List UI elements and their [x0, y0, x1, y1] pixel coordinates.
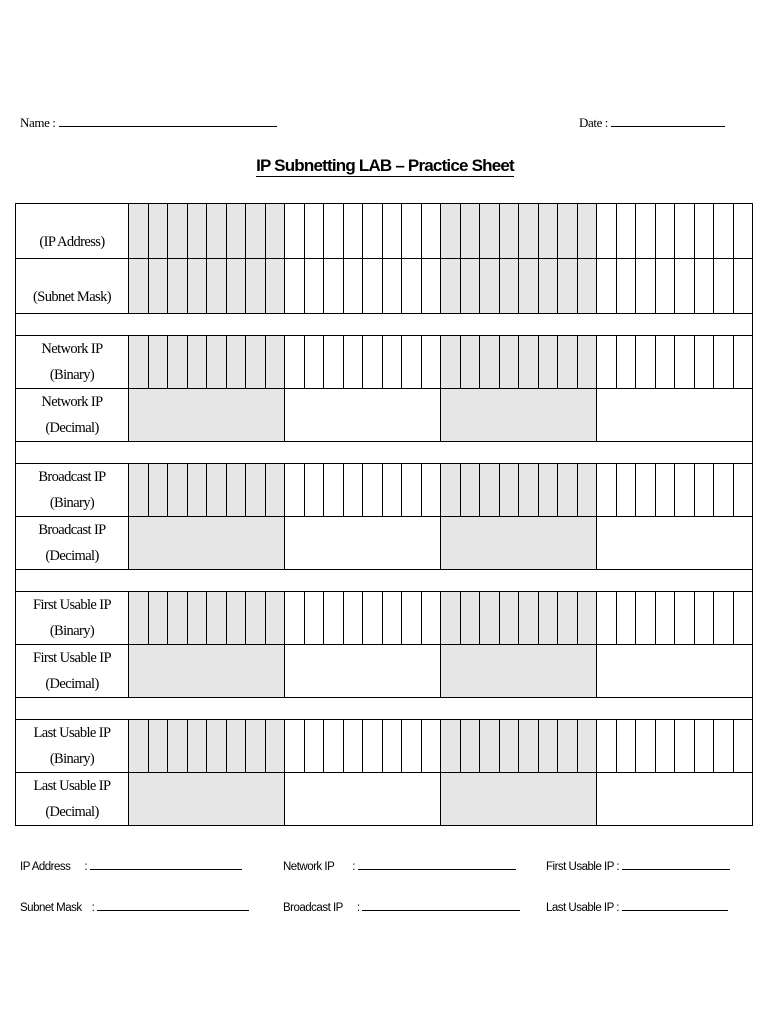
bit-cell[interactable] — [363, 204, 383, 259]
bit-cell[interactable] — [265, 259, 285, 314]
bit-cell[interactable] — [460, 720, 480, 773]
bit-cell[interactable] — [207, 592, 227, 645]
bit-cell[interactable] — [324, 204, 344, 259]
bit-cell[interactable] — [226, 204, 246, 259]
bit-cell[interactable] — [441, 259, 461, 314]
row-label — [16, 517, 129, 570]
bit-cell[interactable] — [246, 336, 266, 389]
bit-cell[interactable] — [460, 464, 480, 517]
separator-row — [16, 314, 753, 336]
bit-cell[interactable] — [441, 204, 461, 259]
bit-cell[interactable] — [129, 464, 149, 517]
row-label-line: First Usable IP — [32, 597, 111, 613]
bit-cell[interactable] — [187, 336, 207, 389]
bit-cell[interactable] — [148, 204, 168, 259]
octet-cell[interactable] — [597, 645, 753, 698]
row-label-line: (Binary) — [49, 495, 95, 511]
bit-cell[interactable] — [343, 720, 363, 773]
bit-cell[interactable] — [519, 464, 539, 517]
bit-cell[interactable] — [421, 592, 441, 645]
bit-cell[interactable] — [538, 259, 558, 314]
grid-row — [16, 336, 753, 389]
bit-cell[interactable] — [538, 464, 558, 517]
octet-cell[interactable] — [441, 773, 597, 826]
bit-cell[interactable] — [402, 259, 422, 314]
bit-cell[interactable] — [558, 204, 578, 259]
row-label — [16, 592, 129, 645]
bit-cell[interactable] — [636, 720, 656, 773]
grid-row — [16, 517, 753, 570]
bit-cell[interactable] — [168, 204, 188, 259]
bit-cell[interactable] — [402, 204, 422, 259]
bit-cell[interactable] — [480, 259, 500, 314]
bit-cell[interactable] — [499, 592, 519, 645]
bit-cell[interactable] — [421, 204, 441, 259]
bit-cell[interactable] — [187, 720, 207, 773]
octet-cell[interactable] — [441, 645, 597, 698]
row-label-line: (Decimal) — [45, 420, 99, 436]
separator-cell — [16, 314, 753, 336]
row-label: (Subnet Mask) — [16, 259, 129, 314]
grid-row — [16, 720, 753, 773]
colon: : — [91, 902, 95, 914]
date-line[interactable] — [611, 114, 725, 127]
bit-cell[interactable] — [226, 592, 246, 645]
bit-cell[interactable] — [577, 336, 597, 389]
bit-cell[interactable] — [714, 592, 734, 645]
bit-cell[interactable] — [655, 204, 675, 259]
bit-cell[interactable] — [304, 204, 324, 259]
bit-cell[interactable] — [148, 720, 168, 773]
row-label-line: Last Usable IP — [33, 778, 111, 794]
bit-cell[interactable] — [246, 204, 266, 259]
bit-cell[interactable] — [207, 336, 227, 389]
separator-row — [16, 698, 753, 720]
bit-cell[interactable] — [285, 464, 305, 517]
bit-cell[interactable] — [285, 204, 305, 259]
bit-cell[interactable] — [499, 259, 519, 314]
bit-cell[interactable] — [285, 336, 305, 389]
bit-cell[interactable] — [616, 720, 636, 773]
grid-row — [16, 464, 753, 517]
bit-cell[interactable] — [577, 204, 597, 259]
bit-cell[interactable] — [226, 336, 246, 389]
row-label-line: (Decimal) — [45, 676, 99, 692]
bit-cell[interactable] — [714, 259, 734, 314]
bit-cell[interactable] — [733, 592, 753, 645]
bit-cell[interactable] — [304, 259, 324, 314]
bit-cell[interactable] — [148, 259, 168, 314]
bit-cell[interactable] — [616, 336, 636, 389]
octet-cell[interactable] — [129, 389, 285, 442]
bit-cell[interactable] — [168, 720, 188, 773]
bit-cell[interactable] — [733, 336, 753, 389]
bit-cell[interactable] — [402, 336, 422, 389]
bit-cell[interactable] — [499, 720, 519, 773]
grid-row — [16, 389, 753, 442]
bit-cell[interactable] — [694, 592, 714, 645]
bit-cell[interactable] — [460, 336, 480, 389]
bit-cell[interactable] — [129, 336, 149, 389]
bit-cell[interactable] — [246, 720, 266, 773]
octet-cell[interactable] — [129, 645, 285, 698]
octet-cell[interactable] — [129, 517, 285, 570]
bit-cell[interactable] — [246, 592, 266, 645]
bit-cell[interactable] — [207, 204, 227, 259]
bit-cell[interactable] — [519, 259, 539, 314]
bit-cell[interactable] — [207, 259, 227, 314]
summary-broadcast-ip[interactable] — [283, 898, 520, 914]
bit-cell[interactable] — [480, 204, 500, 259]
bit-cell[interactable] — [694, 720, 714, 773]
row-label-line: (Decimal) — [45, 804, 99, 820]
row-label — [16, 645, 129, 698]
bit-cell[interactable] — [655, 592, 675, 645]
bit-cell[interactable] — [246, 259, 266, 314]
bit-cell[interactable] — [499, 336, 519, 389]
bit-cell[interactable] — [226, 464, 246, 517]
bit-cell[interactable] — [324, 592, 344, 645]
bit-cell[interactable] — [499, 204, 519, 259]
bit-cell[interactable] — [226, 259, 246, 314]
bit-cell[interactable] — [714, 720, 734, 773]
bit-cell[interactable] — [441, 720, 461, 773]
bit-cell[interactable] — [129, 720, 149, 773]
separator-cell — [16, 570, 753, 592]
bit-cell[interactable] — [694, 204, 714, 259]
octet-cell[interactable] — [285, 773, 441, 826]
octet-cell[interactable] — [597, 773, 753, 826]
bit-cell[interactable] — [519, 336, 539, 389]
bit-cell[interactable] — [655, 720, 675, 773]
bit-cell[interactable] — [577, 464, 597, 517]
bit-cell[interactable] — [597, 336, 617, 389]
broadcast-ip-line[interactable] — [362, 898, 520, 911]
bit-cell[interactable] — [616, 464, 636, 517]
octet-cell[interactable] — [441, 389, 597, 442]
name-line[interactable] — [59, 114, 277, 127]
grid-row — [16, 204, 753, 259]
bit-cell[interactable] — [324, 336, 344, 389]
bit-cell[interactable] — [207, 464, 227, 517]
bit-cell[interactable] — [382, 592, 402, 645]
bit-cell[interactable] — [597, 464, 617, 517]
bit-cell[interactable] — [129, 259, 149, 314]
bit-cell[interactable] — [285, 720, 305, 773]
bit-cell[interactable] — [421, 336, 441, 389]
bit-cell[interactable] — [636, 259, 656, 314]
bit-cell[interactable] — [597, 592, 617, 645]
bit-cell[interactable] — [129, 204, 149, 259]
row-label-line: (Decimal) — [45, 548, 99, 564]
bit-cell[interactable] — [694, 259, 714, 314]
bit-cell[interactable] — [480, 720, 500, 773]
first-usable-line[interactable] — [622, 857, 730, 870]
summary-last-usable-label: Last Usable IP : — [546, 902, 619, 914]
octet-cell[interactable] — [285, 389, 441, 442]
bit-cell[interactable] — [733, 464, 753, 517]
bit-cell[interactable] — [441, 464, 461, 517]
row-label — [16, 773, 129, 826]
bit-cell[interactable] — [519, 204, 539, 259]
bit-cell[interactable] — [265, 336, 285, 389]
bit-cell[interactable] — [265, 464, 285, 517]
bit-cell[interactable] — [694, 464, 714, 517]
bit-cell[interactable] — [655, 259, 675, 314]
bit-cell[interactable] — [519, 592, 539, 645]
row-label-line: First Usable IP — [32, 650, 111, 666]
octet-cell[interactable] — [597, 389, 753, 442]
row-label-line: Network IP — [41, 394, 103, 410]
bit-cell[interactable] — [187, 464, 207, 517]
bit-cell[interactable] — [616, 259, 636, 314]
row-label — [16, 464, 129, 517]
bit-cell[interactable] — [538, 204, 558, 259]
bit-cell[interactable] — [343, 464, 363, 517]
bit-cell[interactable] — [265, 592, 285, 645]
bit-cell[interactable] — [714, 336, 734, 389]
bit-cell[interactable] — [304, 464, 324, 517]
bit-cell[interactable] — [168, 336, 188, 389]
bit-cell[interactable] — [616, 592, 636, 645]
bit-cell[interactable] — [148, 464, 168, 517]
bit-cell[interactable] — [714, 204, 734, 259]
summary-broadcast-ip-label: Broadcast IP — [283, 902, 343, 914]
octet-cell[interactable] — [129, 773, 285, 826]
bit-cell[interactable] — [168, 592, 188, 645]
bit-cell[interactable] — [519, 720, 539, 773]
row-label-line: (Binary) — [49, 751, 95, 767]
bit-cell[interactable] — [285, 259, 305, 314]
colon: : — [84, 861, 88, 873]
row-label-line: Broadcast IP — [38, 469, 106, 485]
bit-cell[interactable] — [733, 204, 753, 259]
row-label-line: (Binary) — [49, 367, 95, 383]
bit-cell[interactable] — [324, 464, 344, 517]
bit-cell[interactable] — [460, 259, 480, 314]
bit-cell[interactable] — [363, 259, 383, 314]
bit-cell[interactable] — [382, 204, 402, 259]
separator-cell — [16, 442, 753, 464]
bit-cell[interactable] — [304, 336, 324, 389]
bit-cell[interactable] — [597, 720, 617, 773]
bit-cell[interactable] — [421, 259, 441, 314]
bit-cell[interactable] — [597, 259, 617, 314]
bit-cell[interactable] — [655, 336, 675, 389]
bit-cell[interactable] — [441, 592, 461, 645]
summary-ip-address[interactable] — [20, 857, 242, 873]
bit-cell[interactable] — [382, 336, 402, 389]
row-label-line: Last Usable IP — [33, 725, 111, 741]
bit-cell[interactable] — [558, 720, 578, 773]
bit-cell[interactable] — [480, 464, 500, 517]
octet-cell[interactable] — [441, 517, 597, 570]
bit-cell[interactable] — [636, 592, 656, 645]
summary-subnet-mask-label: Subnet Mask — [20, 902, 82, 914]
bit-cell[interactable] — [148, 336, 168, 389]
bit-cell[interactable] — [460, 592, 480, 645]
bit-cell[interactable] — [675, 336, 695, 389]
bit-cell[interactable] — [694, 336, 714, 389]
row-label-line: Broadcast IP — [38, 522, 106, 538]
bit-cell[interactable] — [324, 720, 344, 773]
bit-cell[interactable] — [168, 259, 188, 314]
summary-network-ip-label: Network IP — [283, 861, 335, 873]
bit-cell[interactable] — [616, 204, 636, 259]
bit-cell[interactable] — [558, 259, 578, 314]
bit-cell[interactable] — [538, 720, 558, 773]
ip-address-line[interactable] — [90, 857, 242, 870]
grid-row — [16, 645, 753, 698]
separator-row — [16, 570, 753, 592]
octet-cell[interactable] — [597, 517, 753, 570]
bit-cell[interactable] — [577, 259, 597, 314]
bit-cell[interactable] — [538, 336, 558, 389]
summary-subnet-mask[interactable] — [20, 898, 249, 914]
octet-cell[interactable] — [285, 517, 441, 570]
bit-cell[interactable] — [187, 259, 207, 314]
bit-cell[interactable] — [558, 336, 578, 389]
row-label — [16, 720, 129, 773]
page-title: IP Subnetting LAB – Practice Sheet — [256, 156, 514, 175]
bit-cell[interactable] — [480, 336, 500, 389]
bit-cell[interactable] — [733, 720, 753, 773]
bit-cell[interactable] — [421, 464, 441, 517]
bit-cell[interactable] — [207, 720, 227, 773]
summary-first-usable-label: First Usable IP : — [546, 861, 620, 873]
bit-cell[interactable] — [265, 720, 285, 773]
bit-cell[interactable] — [402, 720, 422, 773]
grid-row — [16, 259, 753, 314]
bit-cell[interactable] — [168, 464, 188, 517]
bit-cell[interactable] — [304, 592, 324, 645]
summary-last-usable[interactable] — [546, 898, 728, 914]
bit-cell[interactable] — [675, 592, 695, 645]
bit-cell[interactable] — [636, 336, 656, 389]
bit-cell[interactable] — [187, 592, 207, 645]
bit-cell[interactable] — [636, 204, 656, 259]
bit-cell[interactable] — [577, 720, 597, 773]
bit-cell[interactable] — [343, 592, 363, 645]
bit-cell[interactable] — [343, 259, 363, 314]
bit-cell[interactable] — [675, 259, 695, 314]
bit-cell[interactable] — [246, 464, 266, 517]
bit-cell[interactable] — [129, 592, 149, 645]
bit-cell[interactable] — [733, 259, 753, 314]
row-label — [16, 336, 129, 389]
bit-cell[interactable] — [402, 464, 422, 517]
row-label-line: Network IP — [41, 341, 103, 357]
bit-cell[interactable] — [382, 720, 402, 773]
bit-cell[interactable] — [382, 464, 402, 517]
bit-cell[interactable] — [558, 592, 578, 645]
bit-cell[interactable] — [402, 592, 422, 645]
bit-cell[interactable] — [265, 204, 285, 259]
bit-cell[interactable] — [187, 204, 207, 259]
bit-cell[interactable] — [499, 464, 519, 517]
bit-cell[interactable] — [460, 204, 480, 259]
summary-first-usable[interactable] — [546, 857, 730, 873]
octet-cell[interactable] — [285, 645, 441, 698]
bit-cell[interactable] — [343, 336, 363, 389]
separator-cell — [16, 698, 753, 720]
bit-cell[interactable] — [675, 464, 695, 517]
bit-cell[interactable] — [577, 592, 597, 645]
network-ip-line[interactable] — [358, 857, 516, 870]
separator-row — [16, 442, 753, 464]
bit-cell[interactable] — [363, 720, 383, 773]
last-usable-line[interactable] — [622, 898, 728, 911]
summary-ip-address-label: IP Address — [20, 861, 71, 873]
date-field[interactable] — [579, 114, 725, 131]
bit-cell[interactable] — [480, 592, 500, 645]
grid-row — [16, 773, 753, 826]
bit-cell[interactable] — [714, 464, 734, 517]
bit-cell[interactable] — [363, 464, 383, 517]
row-label: (IP Address) — [16, 204, 129, 259]
bit-cell[interactable] — [148, 592, 168, 645]
row-label-line: (Binary) — [49, 623, 95, 639]
bit-cell[interactable] — [363, 336, 383, 389]
bit-cell[interactable] — [597, 204, 617, 259]
bit-cell[interactable] — [226, 720, 246, 773]
bit-cell[interactable] — [675, 720, 695, 773]
name-field[interactable] — [20, 114, 277, 131]
bit-cell[interactable] — [636, 464, 656, 517]
bit-cell[interactable] — [441, 336, 461, 389]
bit-cell[interactable] — [538, 592, 558, 645]
colon: : — [352, 861, 355, 873]
row-label — [16, 389, 129, 442]
bit-cell[interactable] — [285, 592, 305, 645]
bit-cell[interactable] — [655, 464, 675, 517]
bit-cell[interactable] — [558, 464, 578, 517]
name-label: Name : — [20, 115, 56, 130]
subnet-mask-line[interactable] — [97, 898, 249, 911]
summary-network-ip[interactable] — [283, 857, 516, 873]
bit-cell[interactable] — [363, 592, 383, 645]
bit-cell[interactable] — [343, 204, 363, 259]
bit-cell[interactable] — [304, 720, 324, 773]
bit-cell[interactable] — [675, 204, 695, 259]
grid-row — [16, 592, 753, 645]
bit-cell[interactable] — [324, 259, 344, 314]
date-label: Date : — [579, 115, 609, 130]
subnet-worksheet-grid — [15, 203, 753, 826]
colon: : — [356, 902, 360, 914]
bit-cell[interactable] — [382, 259, 402, 314]
bit-cell[interactable] — [421, 720, 441, 773]
